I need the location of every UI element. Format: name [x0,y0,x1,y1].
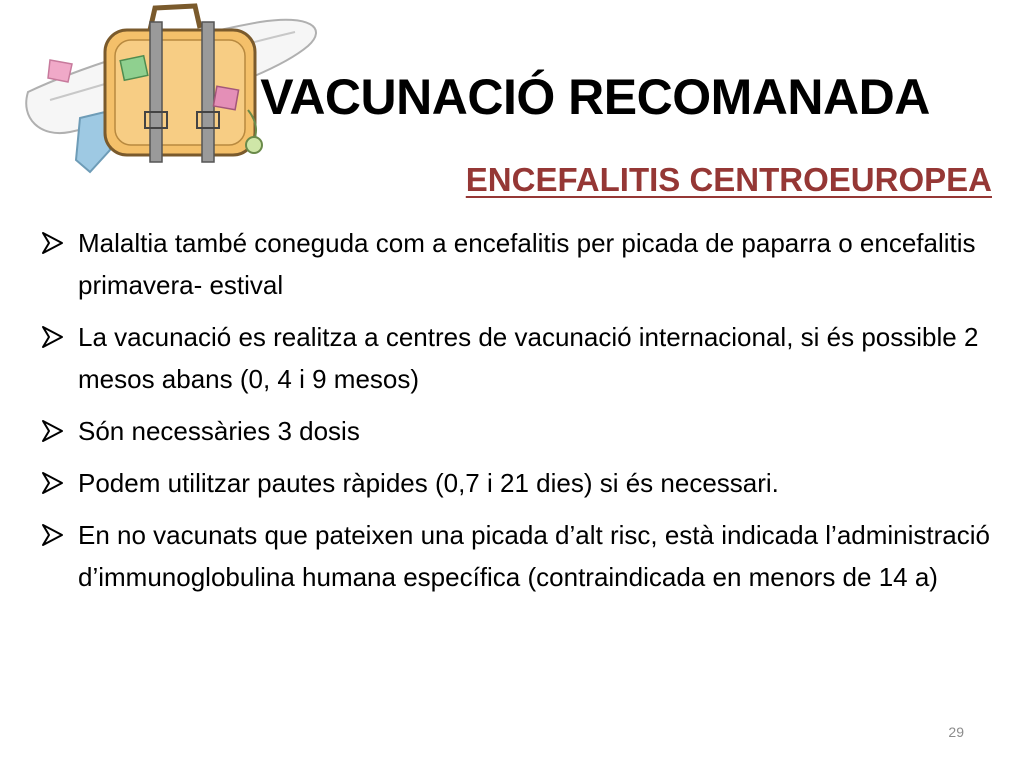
arrowhead-bullet-icon [40,419,64,443]
slide-subtitle: ENCEFALITIS CENTROEUROPEA [465,161,992,198]
arrowhead-bullet-icon [40,231,64,255]
page-number: 29 [948,724,964,740]
arrowhead-bullet-icon [40,471,64,495]
bullet-text: Són necessàries 3 dosis [78,416,360,446]
list-item [40,410,1000,452]
slide-title: VACUNACIÓ RECOMANADA [260,69,930,125]
list-item [40,462,1000,504]
arrowhead-bullet-icon [40,325,64,349]
bullet-text: En no vacunats que pateixen una picada d’alt risc, està indicada l’administració d’immunoglobulina humana específica (contraindicada en menors de 14 a) [78,520,990,592]
bullet-list [40,222,1000,608]
bullet-text: Podem utilitzar pautes ràpides (0,7 i 21 dies) si és necessari. [78,468,779,498]
list-item [40,222,1000,306]
list-item [40,514,1000,598]
bullet-text: Malaltia també coneguda com a encefalitis per picada de paparra o encefalitis primavera- estival [78,228,976,300]
arrowhead-bullet-icon [40,523,64,547]
list-item [40,316,1000,400]
bullet-text: La vacunació es realitza a centres de vacunació internacional, si és possible 2 mesos abans (0, 4 i 9 mesos) [78,322,979,394]
